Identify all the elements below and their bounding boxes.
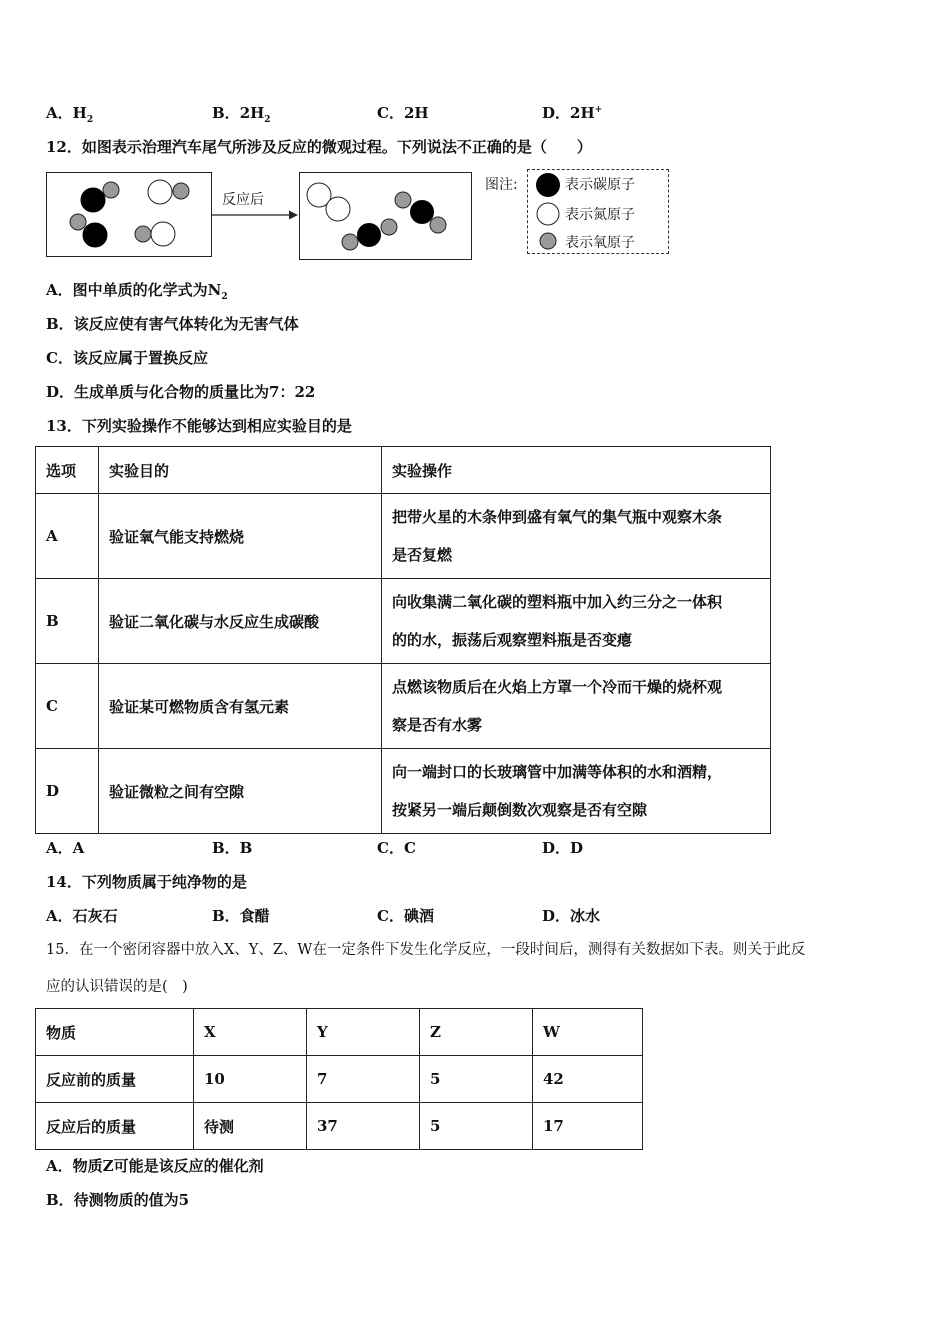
cell: 反应后的质量 xyxy=(36,1103,194,1150)
table-row xyxy=(36,664,771,749)
q11-option-c: C．2H xyxy=(377,104,429,122)
q13-option-c: C．C xyxy=(377,839,416,857)
q15-option-a: A．物质Z可能是该反应的催化剂 xyxy=(46,1157,264,1175)
header-operation: 实验操作 xyxy=(382,447,771,494)
q15-mass-table xyxy=(35,1008,643,1150)
cell: 反应前的质量 xyxy=(36,1056,194,1103)
product-co2-molecule-2 xyxy=(395,192,446,233)
product-n2-molecule xyxy=(307,183,350,221)
q12-option-c: C．该反应属于置换反应 xyxy=(46,349,208,367)
q11-option-a: A．$H_2$ xyxy=(46,104,94,125)
q13-option-a: A．A xyxy=(46,839,85,857)
cell: Y xyxy=(307,1009,420,1056)
q15-stem-line1: 15．在一个密闭容器中放入X、Y、Z、W在一定条件下发生化学反应，一段时间后，测得有关数据如下表。则关于此反 xyxy=(46,942,806,958)
reaction-diagram xyxy=(0,0,950,300)
row-goal: 验证某可燃物质含有氢元素 xyxy=(99,664,382,749)
row-goal: 验证微粒之间有空隙 xyxy=(99,749,382,834)
q11-option-d: D．2H+ xyxy=(542,104,603,122)
q13-option-d: D．D xyxy=(542,839,584,857)
row-goal: 验证氧气能支持燃烧 xyxy=(99,494,382,579)
cell: Z xyxy=(420,1009,533,1056)
cell: 物质 xyxy=(36,1009,194,1056)
table-row xyxy=(36,1103,643,1150)
row-option: C xyxy=(36,664,99,749)
q14-option-d: D．冰水 xyxy=(542,907,601,925)
q14-option-c: C．碘酒 xyxy=(377,907,434,925)
q13-stem: 13．下列实验操作不能够达到相应实验目的是 xyxy=(46,417,352,435)
table-header-row xyxy=(36,447,771,494)
q12-option-b: B．该反应使有害气体转化为无害气体 xyxy=(46,315,299,333)
cell: 7 xyxy=(307,1056,420,1103)
row-option: D xyxy=(36,749,99,834)
q13-experiment-table xyxy=(35,446,771,834)
reactant-co-molecule-1 xyxy=(81,182,119,212)
table-row xyxy=(36,579,771,664)
header-goal: 实验目的 xyxy=(99,447,382,494)
row-option: B xyxy=(36,579,99,664)
cell: 5 xyxy=(420,1056,533,1103)
table-row xyxy=(36,1009,643,1056)
reactant-co-molecule-2 xyxy=(70,214,107,247)
legend-title: 图注: xyxy=(485,177,518,193)
cell: 17 xyxy=(533,1103,643,1150)
q14-option-a: A．石灰石 xyxy=(46,907,118,925)
q15-stem-line2: 应的认识错误的是( ) xyxy=(46,979,188,995)
cell: 5 xyxy=(420,1103,533,1150)
cell: 37 xyxy=(307,1103,420,1150)
q15-option-b: B．待测物质的值为5 xyxy=(46,1191,190,1209)
legend-oxygen-label: 表示氧原子 xyxy=(565,235,635,251)
reaction-arrow-label: 反应后 xyxy=(222,192,264,208)
cell: 42 xyxy=(533,1056,643,1103)
cell: W xyxy=(533,1009,643,1056)
row-option: A xyxy=(36,494,99,579)
q13-option-b: B．B xyxy=(212,839,253,857)
row-operation: 点燃该物质后在火焰上方罩一个冷而干燥的烧杯观 察是否有水雾 xyxy=(382,664,771,749)
table-row xyxy=(36,494,771,579)
reactant-no-molecule-2 xyxy=(135,222,175,246)
legend-carbon-label: 表示碳原子 xyxy=(565,177,635,193)
reactant-no-molecule-1 xyxy=(148,180,189,204)
legend-nitrogen-label: 表示氮原子 xyxy=(565,207,635,223)
q12-option-a: A．图中单质的化学式为$N_2$ xyxy=(46,281,228,302)
cell: X xyxy=(194,1009,307,1056)
q14-stem: 14．下列物质属于纯净物的是 xyxy=(46,873,247,891)
row-goal: 验证二氧化碳与水反应生成碳酸 xyxy=(99,579,382,664)
table-row xyxy=(36,749,771,834)
reaction-arrow-head xyxy=(289,211,298,220)
product-co2-molecule-1 xyxy=(342,219,397,250)
cell: 待测 xyxy=(194,1103,307,1150)
q12-stem: 12．如图表示治理汽车尾气所涉及反应的微观过程。下列说法不正确的是（ ） xyxy=(46,138,592,156)
q14-option-b: B．食醋 xyxy=(212,907,270,925)
row-operation: 把带火星的木条伸到盛有氧气的集气瓶中观察木条 是否复燃 xyxy=(382,494,771,579)
row-operation: 向收集满二氧化碳的塑料瓶中加入约三分之一体积 的的水，振荡后观察塑料瓶是否变瘪 xyxy=(382,579,771,664)
q12-option-d: D．生成单质与化合物的质量比为7：22 xyxy=(46,383,316,401)
cell: 10 xyxy=(194,1056,307,1103)
header-option: 选项 xyxy=(36,447,99,494)
table-row xyxy=(36,1056,643,1103)
row-operation: 向一端封口的长玻璃管中加满等体积的水和酒精， 按紧另一端后颠倒数次观察是否有空隙 xyxy=(382,749,771,834)
q11-option-b: B．$2H_2$ xyxy=(212,104,271,125)
